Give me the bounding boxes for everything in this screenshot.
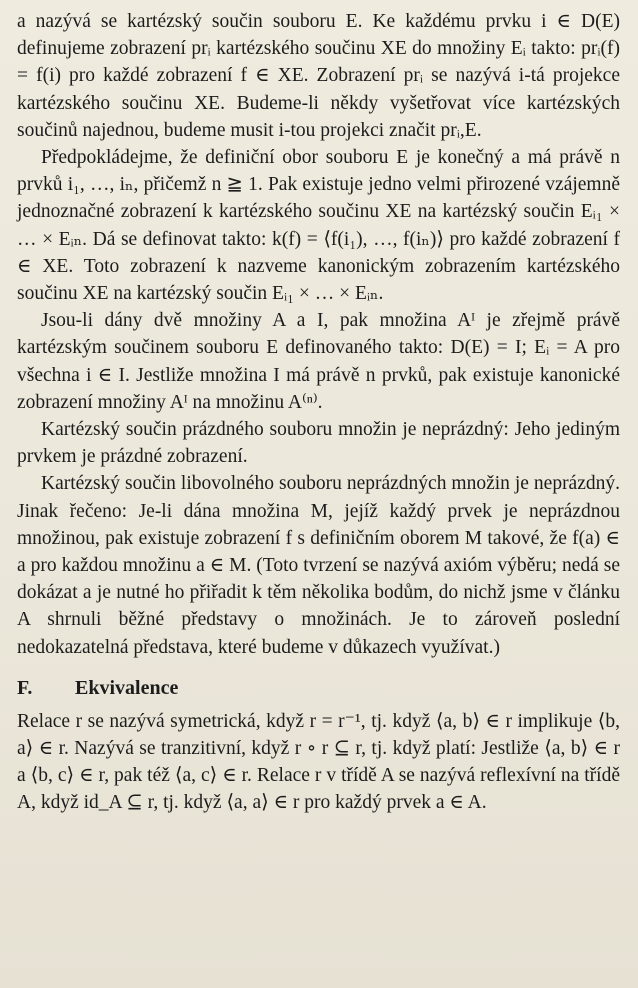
paragraph-axiom-of-choice: Kartézský součin libovolného souboru neprázdných množin je neprázdný. Jinak řečeno: Je-li dána množina M, jejíž každý prvek je neprázdnou množinou, pak existuje zobrazení f s definičním oborem M takové, že f(a) ∈ a pro každou množinu a ∈ M. (Toto tvrzení se nazývá axióm výběru; nedá se dokázat a je nutné ho přiřadit k těm několika bodům, do nichž jsme v článku A shrnuli běžné představy o množinách. Je to zároveň poslední nedokazatelná představa, které budeme v důkazech využívat.) — [17, 473, 620, 658]
paragraph-cartesian-product-definition: a nazývá se kartézský součin souboru E. Ke každému prvku i ∈ D(E) definujeme zobrazení prᵢ kartézského součinu XE do množiny Eᵢ takto: prᵢ(f) = f(i) pro každé zobrazení f ∈ XE. Zobrazení prᵢ se nazývá i-tá projekce kartézského součinu XE. Budeme-li někdy vyšetřovat více kartézských součinů najednou, budeme musit i-tou projekci značit prᵢ,E. — [17, 11, 620, 141]
section-heading — [17, 675, 620, 702]
paragraph-power-set: Jsou-li dány dvě množiny A a I, pak množina Aᴵ je zřejmě právě kartézským součinem souboru E definovaného takto: D(E) = I; Eᵢ = A pro všechna i ∈ I. Jestliže množina I má právě n prvků, pak existuje kanonické zobrazení množiny Aᴵ na množinu A⁽ⁿ⁾. — [17, 310, 620, 413]
section-letter: F. — [17, 676, 33, 699]
section-title: Ekvivalence — [75, 676, 179, 699]
paragraph-finite-domain: Předpokládejme, že definiční obor souboru E je konečný a má právě n prvků i₁, …, iₙ, přičemž n ≧ 1. Pak existuje jedno velmi přirozené vzájemně jednoznačné zobrazení k kartézského součinu XE na kartézský součin Eᵢ₁ × … × Eᵢₙ. Dá se definovat takto: k(f) = ⟨f(i₁), …, f(iₙ)⟩ pro každé zobrazení f ∈ XE. Toto zobrazení k nazveme kanonickým zobrazením kartézského součinu XE na kartézský součin Eᵢ₁ × … × Eᵢₙ. — [17, 147, 620, 305]
paragraph-equivalence-definitions: Relace r se nazývá symetrická, když r = r⁻¹, tj. když ⟨a, b⟩ ∈ r implikuje ⟨b, a⟩ ∈ r. Nazývá se tranzitivní, když r ∘ r ⊆ r, tj. když platí: Jestliže ⟨a, b⟩ ∈ r a ⟨b, c⟩ ∈ r, pak též ⟨a, c⟩ ∈ r. Relace r v třídě A se nazývá reflexívní na třídě A, když id_A ⊆ r, tj. když ⟨a, a⟩ ∈ r pro každý prvek a ∈ A. — [17, 710, 620, 814]
paragraph-empty-family: Kartézský součin prázdného souboru množin je neprázdný: Jeho jediným prvkem je prázdné zobrazení. — [17, 419, 620, 468]
